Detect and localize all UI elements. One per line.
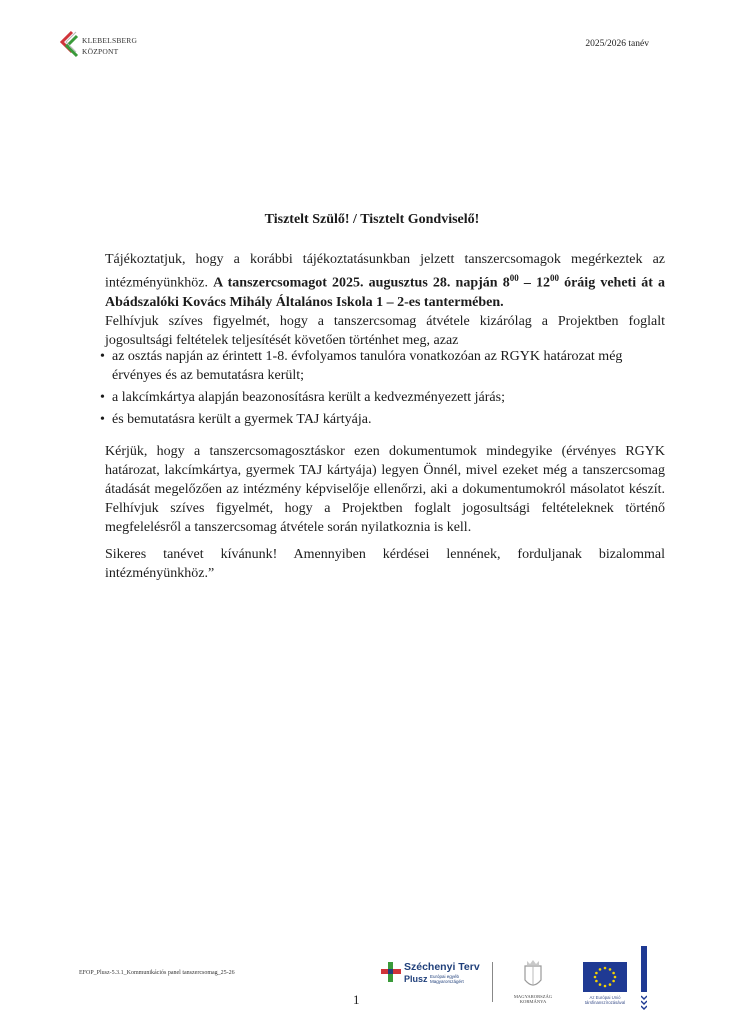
p1-bold-c: óráig veheti át a Abádszalóki Kovács Mihály Általános Iskola 1 – 2-es tantermében. [105, 275, 666, 310]
decorative-stripe-icon [641, 946, 647, 1014]
footer-code: EFOP_Plusz-5.3.1_Kommunikációs panel tanszercsomag_25-26 [79, 970, 235, 976]
szechenyi-sub: Plusz [404, 974, 428, 984]
list-item-text: az osztás napján az érintett 1-8. évfolyamos tanulóra vonatkozóan az RGYK határozat még érvényes és az bemutatásra került; [112, 349, 623, 383]
bullet-icon: • [100, 390, 105, 405]
p1-sup-2: 00 [549, 273, 559, 283]
p1-intro: Tájékoztatjuk, hogy a korábbi tájékoztatásunkban jelzett tanszercsomagok megérkeztek az intézményünkhöz. [105, 252, 665, 291]
paragraph-3: Sikeres tanévet kívánunk! Amennyiben kérdései lennének, forduljanak bizalommal intézményünkhöz.” [105, 547, 665, 581]
p1-bold-a: A tanszercsomagot 2025. augusztus 28. napján 8 [213, 275, 510, 291]
school-year: 2025/2026 tanév [585, 39, 649, 49]
szechenyi-tagline: Európai egyéb Magyarországért [430, 974, 464, 984]
bullet-icon: • [100, 349, 105, 364]
list-item-text: a lakcímkártya alapján beazonosításra került a kedvezményezett járás; [112, 390, 505, 405]
page-number: 1 [353, 992, 360, 1007]
logo-text [82, 35, 137, 57]
p1-conditions: Felhívjuk szíves figyelmét, hogy a tanszercsomag átvétele kizárólag a Projektben foglalt jogosultsági feltételek teljesítését követően történhet meg, azaz [105, 313, 665, 348]
bullet-icon: • [100, 412, 105, 427]
eu-text: Az Európai Unió társfinanszírozásával [584, 995, 626, 1005]
eu-flag-icon [583, 962, 627, 992]
kk-chevron-icon [58, 30, 80, 60]
list-item [100, 410, 670, 429]
szechenyi-cross-icon [380, 960, 402, 986]
government-logo [506, 958, 556, 1004]
paragraph-2: Kérjük, hogy a tanszercsomagosztáskor ezen dokumentumok mindegyike (érvényes RGYK határozat, lakcímkártya, gyermek TAJ kártyája) legyen Önnél, mivel ezeket még a tanszercsomag átadását megelőzően az intézmény képviselője ellenőrzi, aki a dokumentumokról másolatot készít. Felhívjuk szíves figyelmét, hogy a Projektben foglalt jogosultsági feltételeknek történő megfelelésről a tanszercsomag átvétele során nyilatkoznia is kell. [105, 444, 665, 535]
szechenyi-name: Széchenyi Terv [404, 961, 480, 973]
list-item [100, 388, 670, 407]
p1-bold-b: – 12 [518, 275, 550, 291]
list-item [100, 347, 670, 385]
government-text: MAGYARORSZÁG KORMÁNYA [513, 994, 553, 1004]
eu-logo [570, 960, 636, 1006]
list-item-text: és bemutatásra került a gyermek TAJ kártyája. [112, 412, 372, 427]
footer-divider [492, 962, 493, 1002]
klebelsberg-logo [58, 30, 144, 62]
logo-line1: KLEBELSBERG [82, 36, 138, 45]
paragraph-1 [105, 250, 665, 350]
szechenyi-terv-logo [380, 960, 490, 1004]
requirements-list [100, 347, 670, 432]
logo-line2: KÖZPONT [82, 47, 119, 56]
letter-title: Tisztelt Szülő! / Tisztelt Gondviselő! [264, 212, 480, 227]
coat-of-arms-icon [520, 958, 546, 992]
p1-sup-1: 00 [509, 273, 519, 283]
